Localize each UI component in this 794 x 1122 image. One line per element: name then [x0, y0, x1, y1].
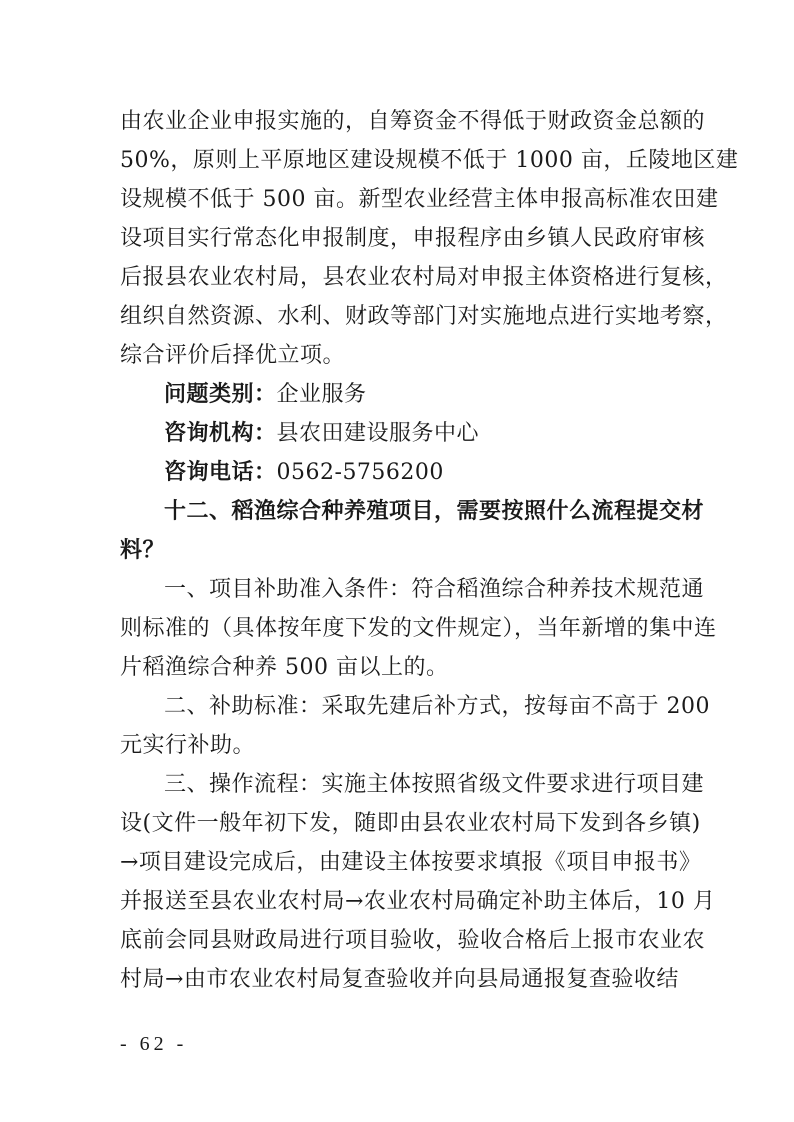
- body-line: 一、项目补助准入条件：符合稻渔综合种养技术规范通: [164, 577, 705, 602]
- category-label: 问题类别：: [164, 382, 277, 407]
- paragraph-line: 50%，原则上平原地区建设规模不低于 1000 亩，丘陵地区建: [120, 148, 739, 173]
- paragraph-line: 设规模不低于 500 亩。新型农业经营主体申报高标准农田建: [120, 187, 719, 212]
- agency-label: 咨询机构：: [164, 421, 277, 446]
- body-line: 并报送至县农业农村局→农业农村局确定补助主体后，10 月: [120, 889, 716, 914]
- question-heading-continued: 料？: [120, 538, 166, 563]
- document-page: [120, 0, 739, 1122]
- paragraph-line: 后报县农业农村局，县农业农村局对申报主体资格进行复核，: [120, 265, 728, 290]
- body-line: 元实行补助。: [120, 733, 256, 758]
- phone-row: [164, 458, 444, 488]
- agency-row: [164, 419, 479, 449]
- paragraph-line: 由农业企业申报实施的，自筹资金不得低于财政资金总额的: [120, 109, 706, 134]
- body-line: 三、操作流程：实施主体按照省级文件要求进行项目建: [164, 772, 705, 797]
- body-line: 村局→由市农业农村局复查验收并向县局通报复查验收结: [120, 967, 679, 992]
- category-row: [164, 380, 367, 410]
- paragraph-line: 综合评价后择优立项。: [120, 343, 346, 368]
- agency-value: 县农田建设服务中心: [276, 421, 480, 446]
- body-line: 二、补助标准：采取先建后补方式，按每亩不高于 200: [164, 694, 710, 719]
- body-line: 设(文件一般年初下发，随即由县农业农村局下发到各乡镇): [120, 811, 701, 836]
- paragraph-line: 设项目实行常态化申报制度，申报程序由乡镇人民政府审核: [120, 226, 706, 251]
- category-value: 企业服务: [276, 382, 367, 407]
- body-line: 片稻渔综合种养 500 亩以上的。: [120, 655, 449, 680]
- phone-label: 咨询电话：: [164, 460, 277, 485]
- paragraph-line: 组织自然资源、水利、财政等部门对实施地点进行实地考察，: [120, 304, 728, 329]
- phone-value: 0562-5756200: [276, 460, 444, 485]
- body-line: 底前会同县财政局进行项目验收，验收合格后上报市农业农: [120, 928, 706, 953]
- page-number: - 62 -: [120, 1033, 188, 1055]
- question-heading: 十二、稻渔综合种养殖项目，需要按照什么流程提交材: [164, 499, 705, 524]
- body-line: →项目建设完成后，由建设主体按要求填报《项目申报书》: [120, 850, 702, 875]
- body-line: 则标准的（具体按年度下发的文件规定），当年新增的集中连: [120, 616, 717, 641]
